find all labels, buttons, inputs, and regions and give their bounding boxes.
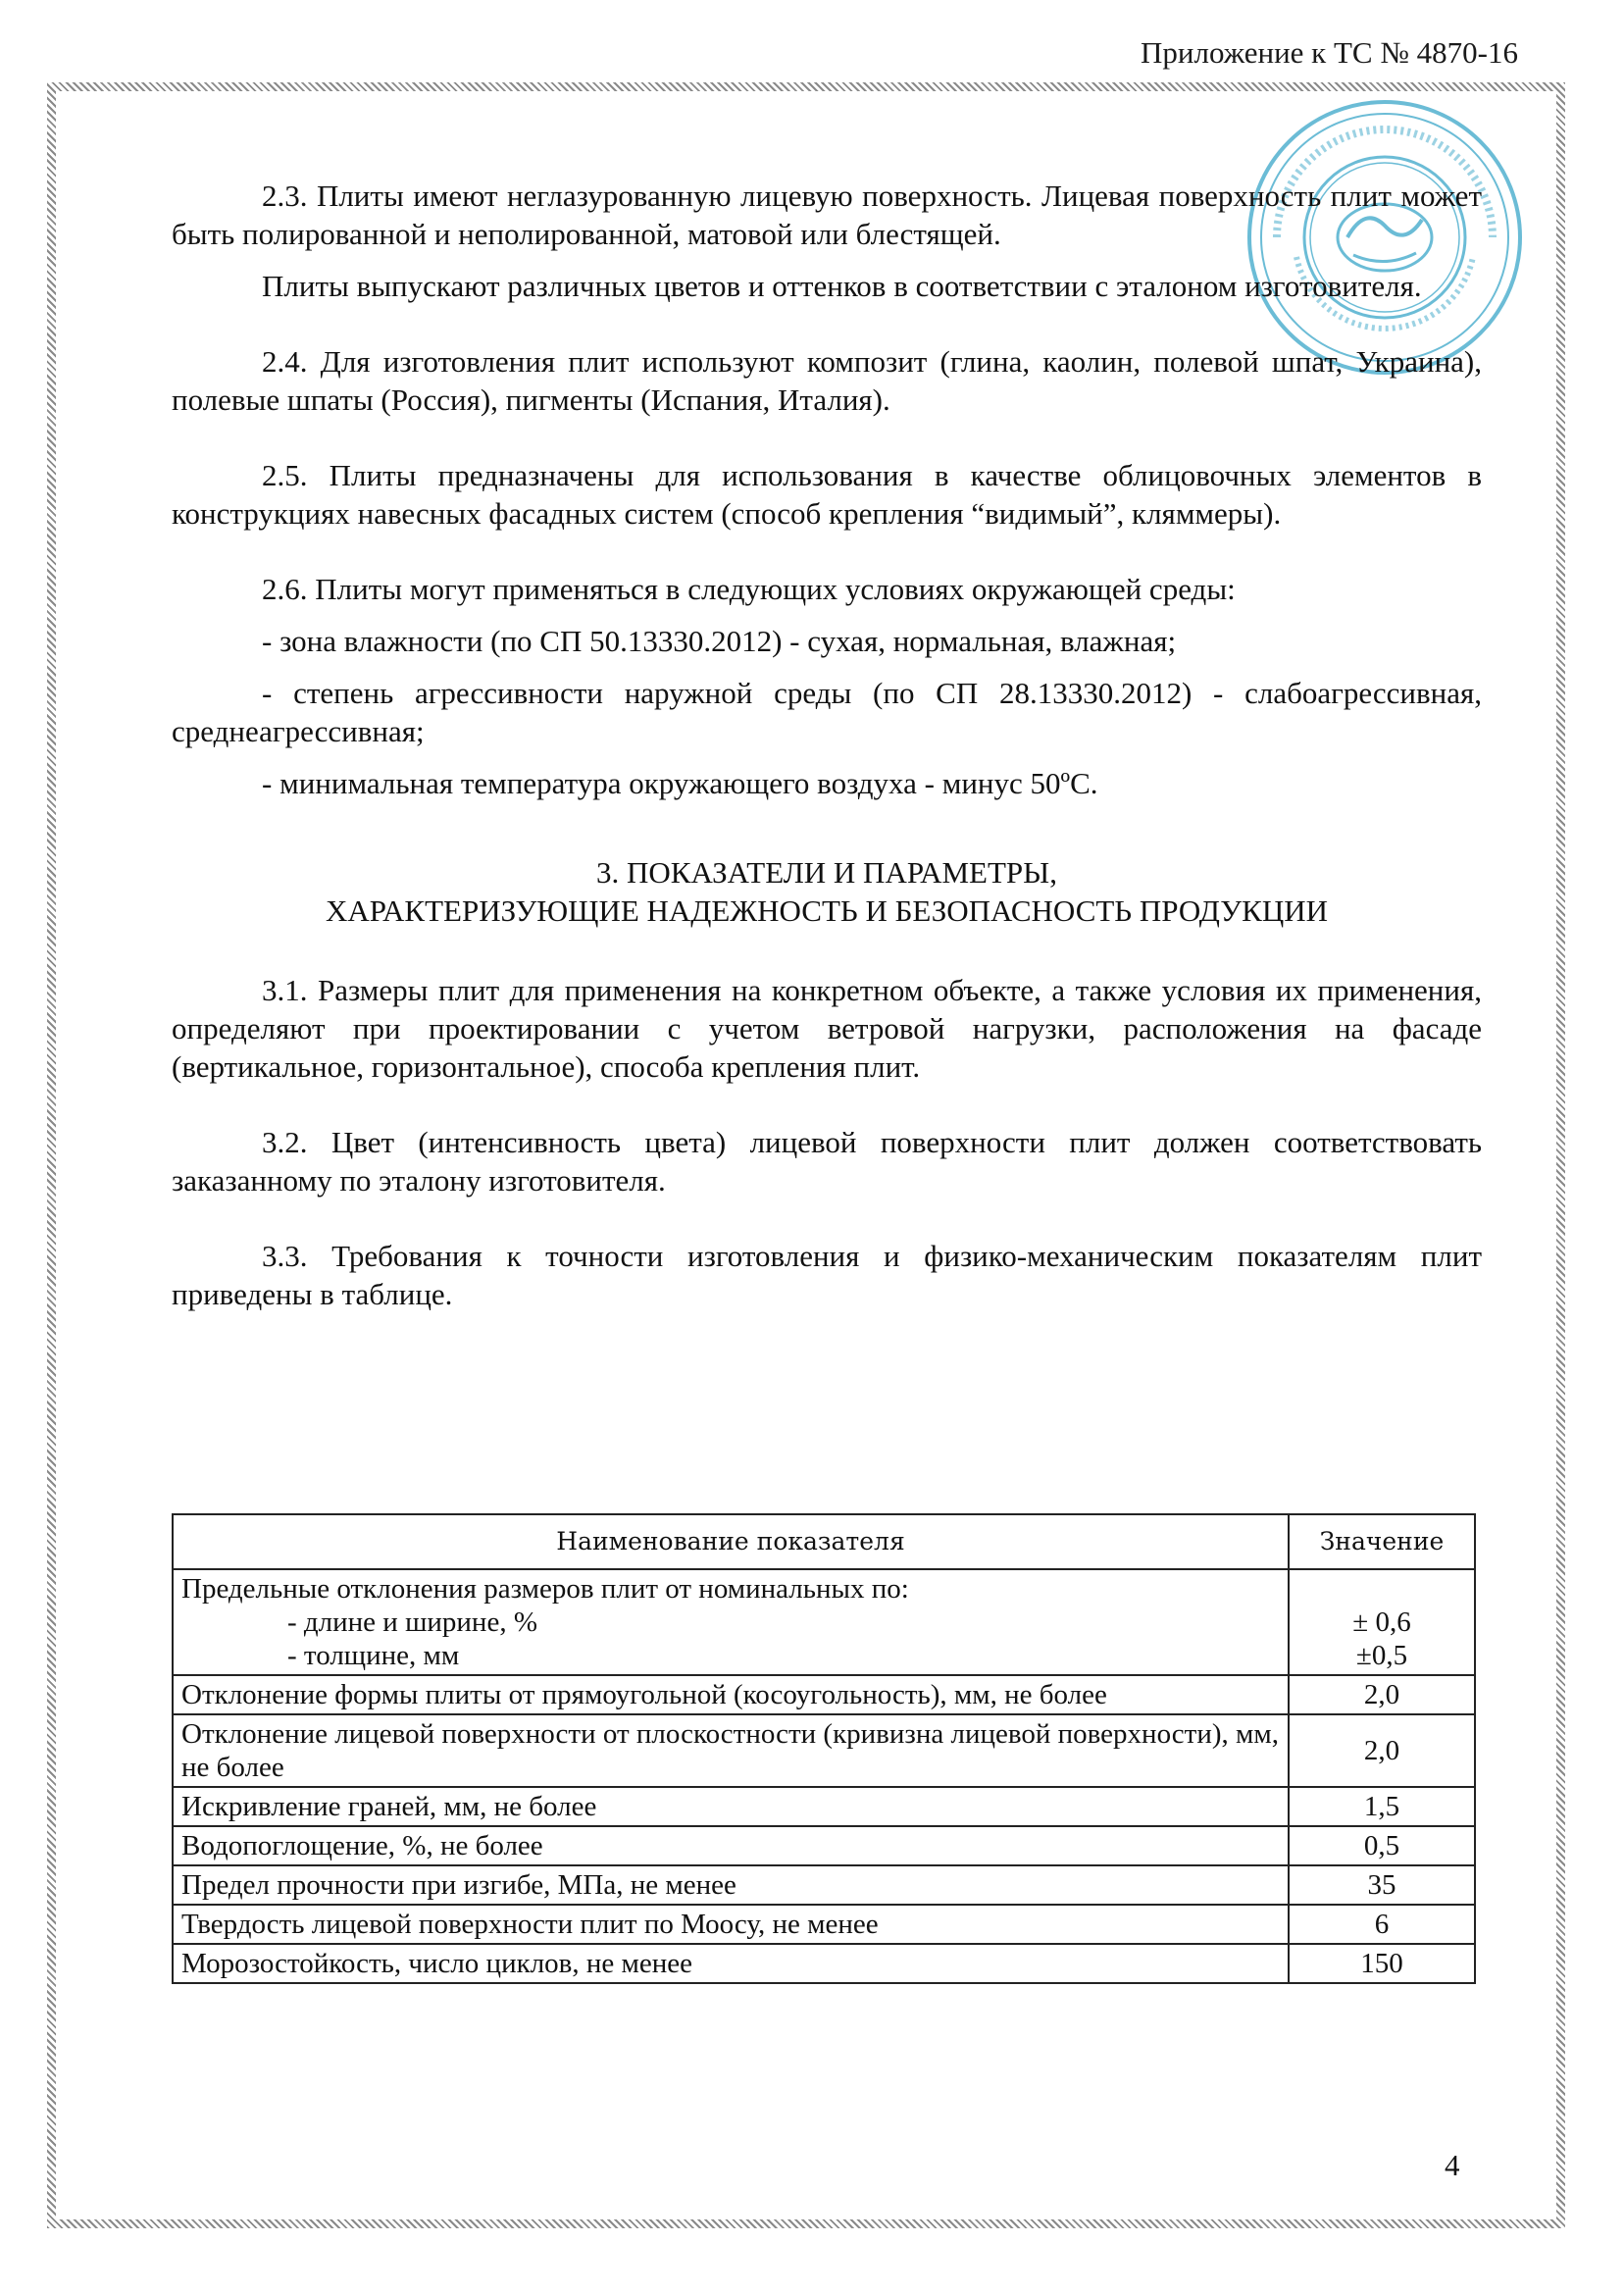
paragraph-2-3: 2.3. Плиты имеют неглазурованную лицевую поверхность. Лицевая поверхность плит может быть полированной и неполированной, матовой или блестящей. bbox=[172, 178, 1482, 251]
table-cell-value: 6 bbox=[1289, 1905, 1475, 1944]
header-note: Приложение к ТС № 4870-16 bbox=[1141, 35, 1518, 70]
value-thickness: ±0,5 bbox=[1355, 1640, 1408, 1671]
table-row bbox=[173, 1826, 1475, 1865]
row-title: Предельные отклонения размеров плит от номинальных по: bbox=[181, 1573, 909, 1605]
column-header-value: Значение bbox=[1289, 1514, 1475, 1569]
table-cell-value: 2,0 bbox=[1289, 1675, 1475, 1714]
paragraph-3-1: 3.1. Размеры плит для применения на конкретном объекте, а также условия их применения, определяют при проектировании с учетом ветровой нагрузки, расположения на фасаде (вертикальное, горизонтальное), способа крепления плит. bbox=[172, 973, 1482, 1084]
table-cell-value: 0,5 bbox=[1289, 1826, 1475, 1865]
table-cell-value bbox=[1289, 1569, 1475, 1675]
table-cell-name: Морозостойкость, число циклов, не менее bbox=[173, 1944, 1289, 1983]
list-item-humidity-zone: - зона влажности (по СП 50.13330.2012) - сухая, нормальная, влажная; bbox=[262, 624, 1177, 658]
table-cell-name: Отклонение лицевой поверхности от плоскостности (кривизна лицевой поверхности), мм, не более bbox=[173, 1714, 1289, 1787]
table-row bbox=[173, 1944, 1475, 1983]
paragraph-2-3-colors: Плиты выпускают различных цветов и оттенков в соответствии с эталоном изготовителя. bbox=[262, 269, 1422, 303]
paragraph-3-3: 3.3. Требования к точности изготовления и физико-механическим показателям плит приведены в таблице. bbox=[172, 1239, 1482, 1311]
table-cell-value: 150 bbox=[1289, 1944, 1475, 1983]
page-number: 4 bbox=[1445, 2148, 1460, 2182]
table-cell-name bbox=[173, 1569, 1289, 1675]
table-row bbox=[173, 1675, 1475, 1714]
table-cell-value: 1,5 bbox=[1289, 1787, 1475, 1826]
table-row bbox=[173, 1569, 1475, 1675]
table-row bbox=[173, 1905, 1475, 1944]
paragraph-3-2: 3.2. Цвет (интенсивность цвета) лицевой поверхности плит должен соответствовать заказанному по эталону изготовителя. bbox=[172, 1125, 1482, 1198]
row-sub-length-width: - длине и ширине, % bbox=[287, 1606, 537, 1638]
section-3-heading-line-2: ХАРАКТЕРИЗУЮЩИЕ НАДЕЖНОСТЬ И БЕЗОПАСНОСТЬ ПРОДУКЦИИ bbox=[325, 893, 1329, 928]
table-row bbox=[173, 1865, 1475, 1905]
document-body bbox=[172, 177, 1482, 1339]
table-header-row bbox=[173, 1514, 1475, 1569]
table-cell-value: 2,0 bbox=[1289, 1714, 1475, 1787]
table-cell-name: Водопоглощение, %, не более bbox=[173, 1826, 1289, 1865]
paragraph-2-4: 2.4. Для изготовления плит используют композит (глина, каолин, полевой шпат, Украина), полевые шпаты (Россия), пигменты (Испания, Италия). bbox=[172, 344, 1482, 417]
list-item-min-temperature: - минимальная температура окружающего воздуха - минус 50ºС. bbox=[262, 766, 1098, 800]
section-3-heading bbox=[172, 853, 1482, 930]
paragraph-2-5: 2.5. Плиты предназначены для использования в качестве облицовочных элементов в конструкциях навесных фасадных систем (способ крепления “видимый”, кляммеры). bbox=[172, 458, 1482, 531]
table-cell-name: Предел прочности при изгибе, МПа, не менее bbox=[173, 1865, 1289, 1905]
parameters-table bbox=[172, 1513, 1476, 1984]
row-sub-thickness: - толщине, мм bbox=[287, 1640, 460, 1671]
table-cell-name: Отклонение формы плиты от прямоугольной (косоугольность), мм, не более bbox=[173, 1675, 1289, 1714]
table-row bbox=[173, 1714, 1475, 1787]
value-length-width: ± 0,6 bbox=[1352, 1606, 1411, 1638]
column-header-name: Наименование показателя bbox=[173, 1514, 1289, 1569]
table-row bbox=[173, 1787, 1475, 1826]
table-cell-value: 35 bbox=[1289, 1865, 1475, 1905]
table-cell-name: Искривление граней, мм, не более bbox=[173, 1787, 1289, 1826]
section-3-heading-line-1: 3. ПОКАЗАТЕЛИ И ПАРАМЕТРЫ, bbox=[596, 855, 1057, 890]
list-item-aggressiveness: - степень агрессивности наружной среды (по СП 28.13330.2012) - слабоагрессивная, среднеагрессивная; bbox=[172, 676, 1482, 748]
paragraph-2-6: 2.6. Плиты могут применяться в следующих условиях окружающей среды: bbox=[262, 572, 1236, 606]
table-cell-name: Твердость лицевой поверхности плит по Моосу, не менее bbox=[173, 1905, 1289, 1944]
